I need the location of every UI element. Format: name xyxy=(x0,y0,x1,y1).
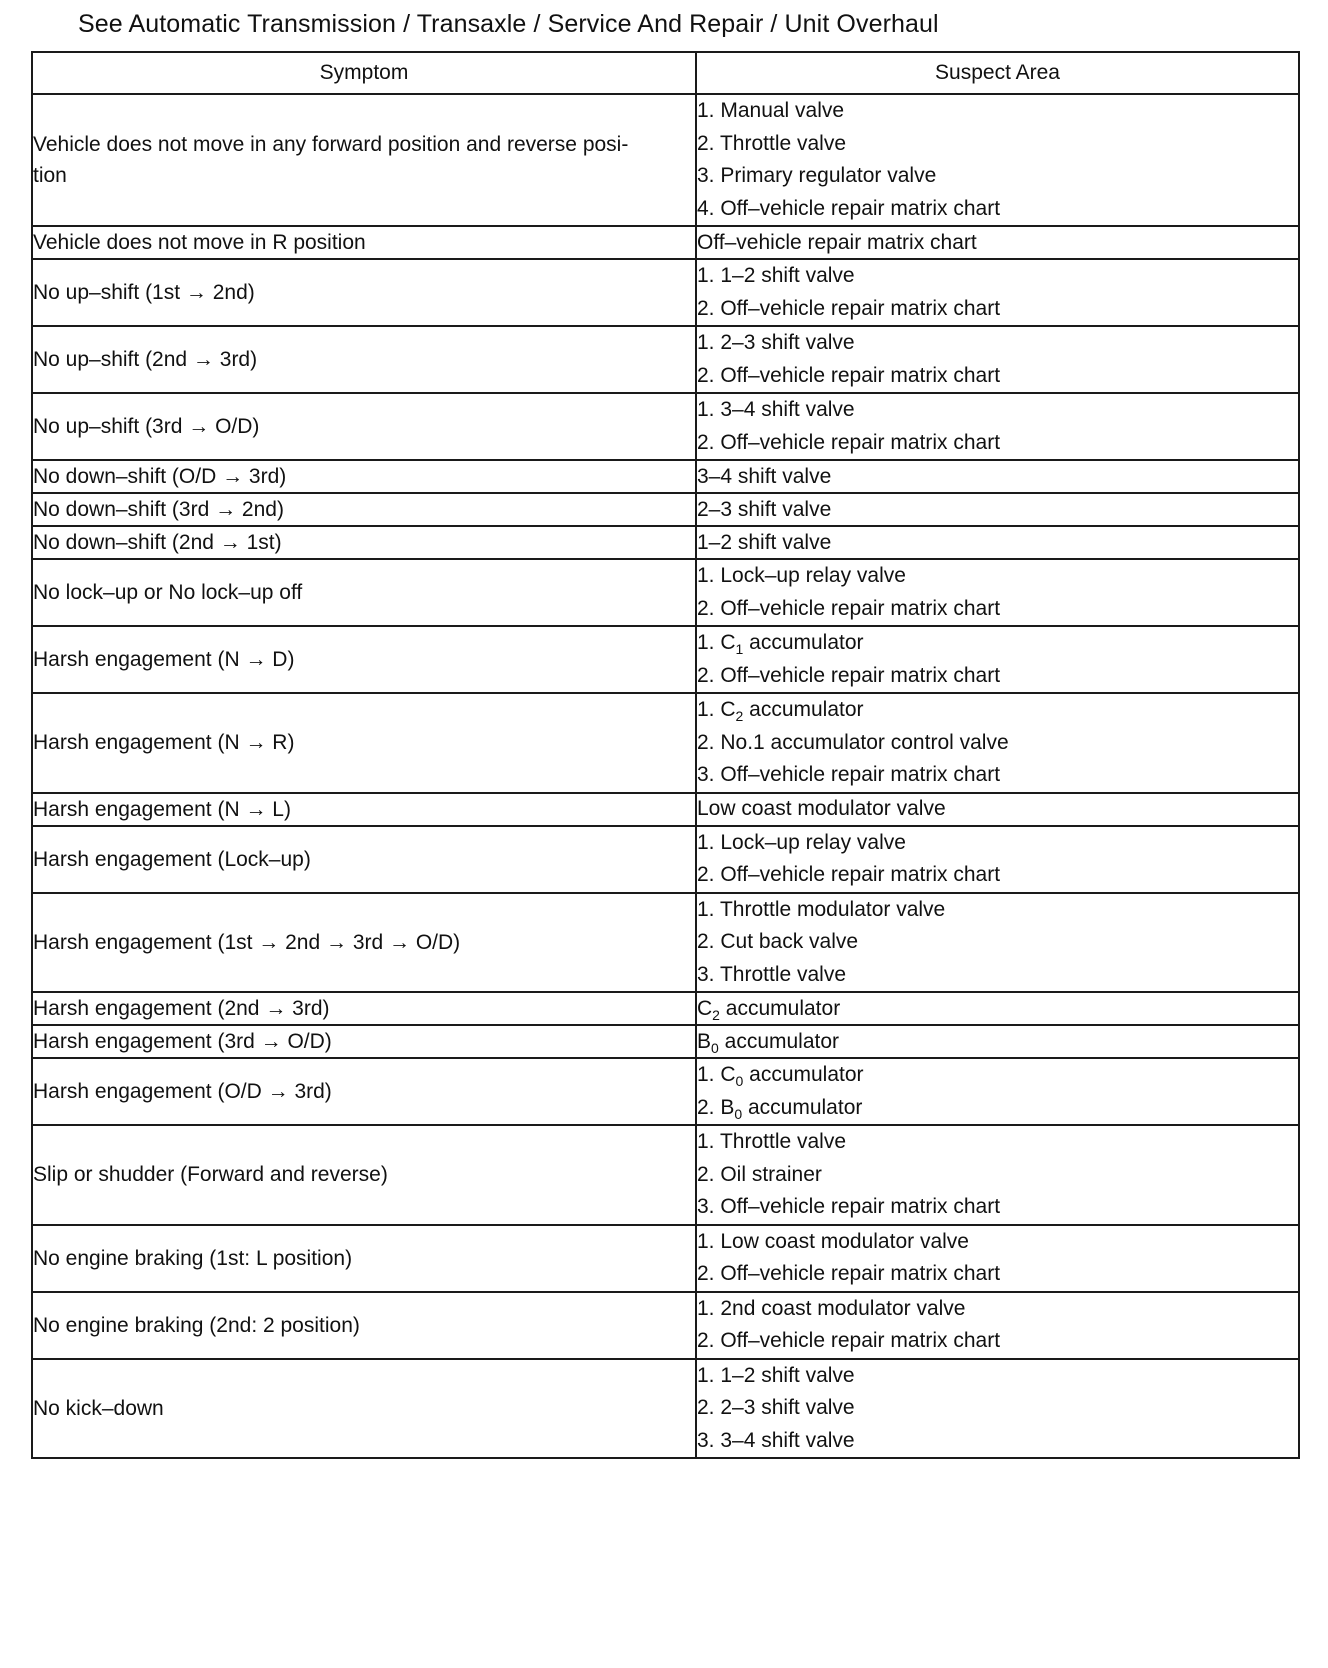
suspect-area-cell xyxy=(696,1225,1299,1292)
suspect-area-cell xyxy=(696,460,1299,493)
table-row xyxy=(32,793,1299,826)
suspect-area-item: 1. Lock–up relay valve xyxy=(697,830,906,854)
suspect-area-item: 1. Manual valve xyxy=(697,99,845,122)
suspect-area-cell xyxy=(696,326,1299,393)
suspect-area-item: 2. Off–vehicle repair matrix chart xyxy=(697,296,1001,320)
suspect-area-cell xyxy=(696,259,1299,326)
suspect-area-item: 3. Throttle valve xyxy=(697,962,847,986)
table-row xyxy=(32,1025,1299,1058)
suspect-area-cell xyxy=(696,1025,1299,1058)
symptom-cell: Harsh engagement (2nd → 3rd) xyxy=(32,992,696,1025)
suspect-area-cell xyxy=(696,1292,1299,1359)
suspect-area-item: 2. Off–vehicle repair matrix chart xyxy=(697,863,1001,886)
symptom-cell: No down–shift (3rd → 2nd) xyxy=(32,493,696,526)
symptom-cell: No lock–up or No lock–up off xyxy=(32,559,696,626)
suspect-area-item: 2. Oil strainer xyxy=(697,1162,822,1186)
suspect-area-item: $C_2$ accumulator xyxy=(697,996,841,1023)
suspect-area-item: 2. Cut back valve xyxy=(697,930,859,953)
symptom-cell: Harsh engagement (N → R) xyxy=(32,693,696,793)
suspect-area-item: 2. Off–vehicle repair matrix chart xyxy=(697,1262,1001,1285)
subscript-index: 0 xyxy=(711,1039,719,1056)
suspect-area-cell xyxy=(696,393,1299,460)
table-row xyxy=(32,559,1299,626)
suspect-area-item: 2. $B_0$ accumulator xyxy=(697,1095,863,1122)
suspect-area-item: 1. $C_0$ accumulator xyxy=(697,1063,864,1090)
symptom-cell: Vehicle does not move in any forward position and reverse posi- tion xyxy=(32,94,696,226)
suspect-area-cell xyxy=(696,992,1299,1025)
suspect-area-item: 2. Off–vehicle repair matrix chart xyxy=(697,1329,1001,1352)
suspect-area-item: 1. 1–2 shift valve xyxy=(697,1363,855,1387)
suspect-area-cell xyxy=(696,1359,1299,1459)
table-body xyxy=(32,94,1299,1458)
suspect-area-item: 2. Throttle valve xyxy=(697,131,847,155)
suspect-area-cell xyxy=(696,893,1299,993)
table-row xyxy=(32,1359,1299,1459)
suspect-area-item: 2. Off–vehicle repair matrix chart xyxy=(697,430,1001,454)
suspect-area-item: Low coast modulator valve xyxy=(697,797,946,820)
suspect-area-item: 1. 3–4 shift valve xyxy=(697,398,855,421)
suspect-area-item: 2–3 shift valve xyxy=(697,497,832,521)
table-header-row xyxy=(32,52,1299,94)
suspect-area-item: 1. $C_1$ accumulator xyxy=(697,631,864,658)
suspect-area-item: 1. 2–3 shift valve xyxy=(697,331,855,354)
symptom-cell: No up–shift (2nd → 3rd) xyxy=(32,326,696,393)
symptom-cell: Harsh engagement (Lock–up) xyxy=(32,826,696,893)
symptom-cell: Harsh engagement (O/D → 3rd) xyxy=(32,1058,696,1125)
suspect-area-item: Off–vehicle repair matrix chart xyxy=(697,230,977,254)
suspect-area-item: 3. 3–4 shift valve xyxy=(697,1428,855,1452)
table-row xyxy=(32,1292,1299,1359)
suspect-area-cell xyxy=(696,626,1299,693)
table-row xyxy=(32,393,1299,460)
symptom-cell: Vehicle does not move in R position xyxy=(32,226,696,259)
suspect-area-column-header: Suspect Area xyxy=(696,52,1299,94)
suspect-area-cell xyxy=(696,94,1299,226)
suspect-area-item: 2. Off–vehicle repair matrix chart xyxy=(697,596,1001,620)
table-row xyxy=(32,626,1299,693)
suspect-area-cell xyxy=(696,693,1299,793)
table-row xyxy=(32,1125,1299,1225)
suspect-area-item: 1. Throttle modulator valve xyxy=(697,897,946,921)
symptom-cell: No down–shift (2nd → 1st) xyxy=(32,526,696,559)
table-row xyxy=(32,893,1299,993)
suspect-area-item: 1. 2nd coast modulator valve xyxy=(697,1296,966,1320)
table-row xyxy=(32,1058,1299,1125)
symptom-cell: No engine braking (2nd: 2 position) xyxy=(32,1292,696,1359)
table-row xyxy=(32,326,1299,393)
table-row xyxy=(32,526,1299,559)
suspect-area-cell xyxy=(696,493,1299,526)
table-row xyxy=(32,992,1299,1025)
subscript-index: 2 xyxy=(712,1006,720,1023)
table-row xyxy=(32,826,1299,893)
suspect-area-item: 3. Off–vehicle repair matrix chart xyxy=(697,763,1001,786)
suspect-area-item: 2. No.1 accumulator control valve xyxy=(697,730,1009,754)
page-heading: See Automatic Transmission / Transaxle / Service And Repair / Unit Overhaul xyxy=(78,10,939,38)
table-row xyxy=(32,460,1299,493)
suspect-area-cell xyxy=(696,559,1299,626)
symptom-cell: Harsh engagement (N → D) xyxy=(32,626,696,693)
table-row xyxy=(32,226,1299,259)
table-row xyxy=(32,693,1299,793)
symptom-cell: Harsh engagement (1st → 2nd → 3rd → O/D) xyxy=(32,893,696,993)
suspect-area-item: 1. $C_2$ accumulator xyxy=(697,698,864,725)
suspect-area-item: 4. Off–vehicle repair matrix chart xyxy=(697,196,1001,220)
symptom-cell: No engine braking (1st: L position) xyxy=(32,1225,696,1292)
symptom-cell: Harsh engagement (N → L) xyxy=(32,793,696,826)
subscript-index: 0 xyxy=(735,1073,744,1090)
suspect-area-item: 1. 1–2 shift valve xyxy=(697,264,855,287)
suspect-area-item: 1. Lock–up relay valve xyxy=(697,564,906,587)
suspect-area-cell xyxy=(696,226,1299,259)
suspect-area-item: 1. Throttle valve xyxy=(697,1130,847,1153)
suspect-area-item: 3. Primary regulator valve xyxy=(697,164,937,187)
symptom-cell: No up–shift (1st → 2nd) xyxy=(32,259,696,326)
suspect-area-item: 2. Off–vehicle repair matrix chart xyxy=(697,663,1001,687)
subscript-index: 1 xyxy=(735,641,744,658)
suspect-area-item: 1–2 shift valve xyxy=(697,530,832,554)
suspect-area-item: 1. Low coast modulator valve xyxy=(697,1229,969,1253)
symptom-cell: No up–shift (3rd → O/D) xyxy=(32,393,696,460)
table-row xyxy=(32,1225,1299,1292)
troubleshooting-table xyxy=(31,51,1300,1459)
suspect-area-item: 2. 2–3 shift valve xyxy=(697,1396,855,1419)
symptom-cell: Harsh engagement (3rd → O/D) xyxy=(32,1025,696,1058)
subscript-index: 2 xyxy=(735,708,744,725)
symptom-cell: No kick–down xyxy=(32,1359,696,1459)
symptom-cell: Slip or shudder (Forward and reverse) xyxy=(32,1125,696,1225)
suspect-area-cell xyxy=(696,826,1299,893)
suspect-area-cell xyxy=(696,1058,1299,1125)
suspect-area-cell xyxy=(696,526,1299,559)
suspect-area-item: $B_0$ accumulator xyxy=(697,1029,840,1056)
suspect-area-cell xyxy=(696,793,1299,826)
table-row xyxy=(32,493,1299,526)
suspect-area-item: 3. Off–vehicle repair matrix chart xyxy=(697,1195,1001,1218)
suspect-area-cell xyxy=(696,1125,1299,1225)
suspect-area-item: 2. Off–vehicle repair matrix chart xyxy=(697,363,1001,387)
symptom-cell: No down–shift (O/D → 3rd) xyxy=(32,460,696,493)
table-row xyxy=(32,94,1299,226)
suspect-area-item: 3–4 shift valve xyxy=(697,464,832,488)
symptom-column-header: Symptom xyxy=(32,52,696,94)
subscript-index: 0 xyxy=(734,1105,743,1122)
table-row xyxy=(32,259,1299,326)
